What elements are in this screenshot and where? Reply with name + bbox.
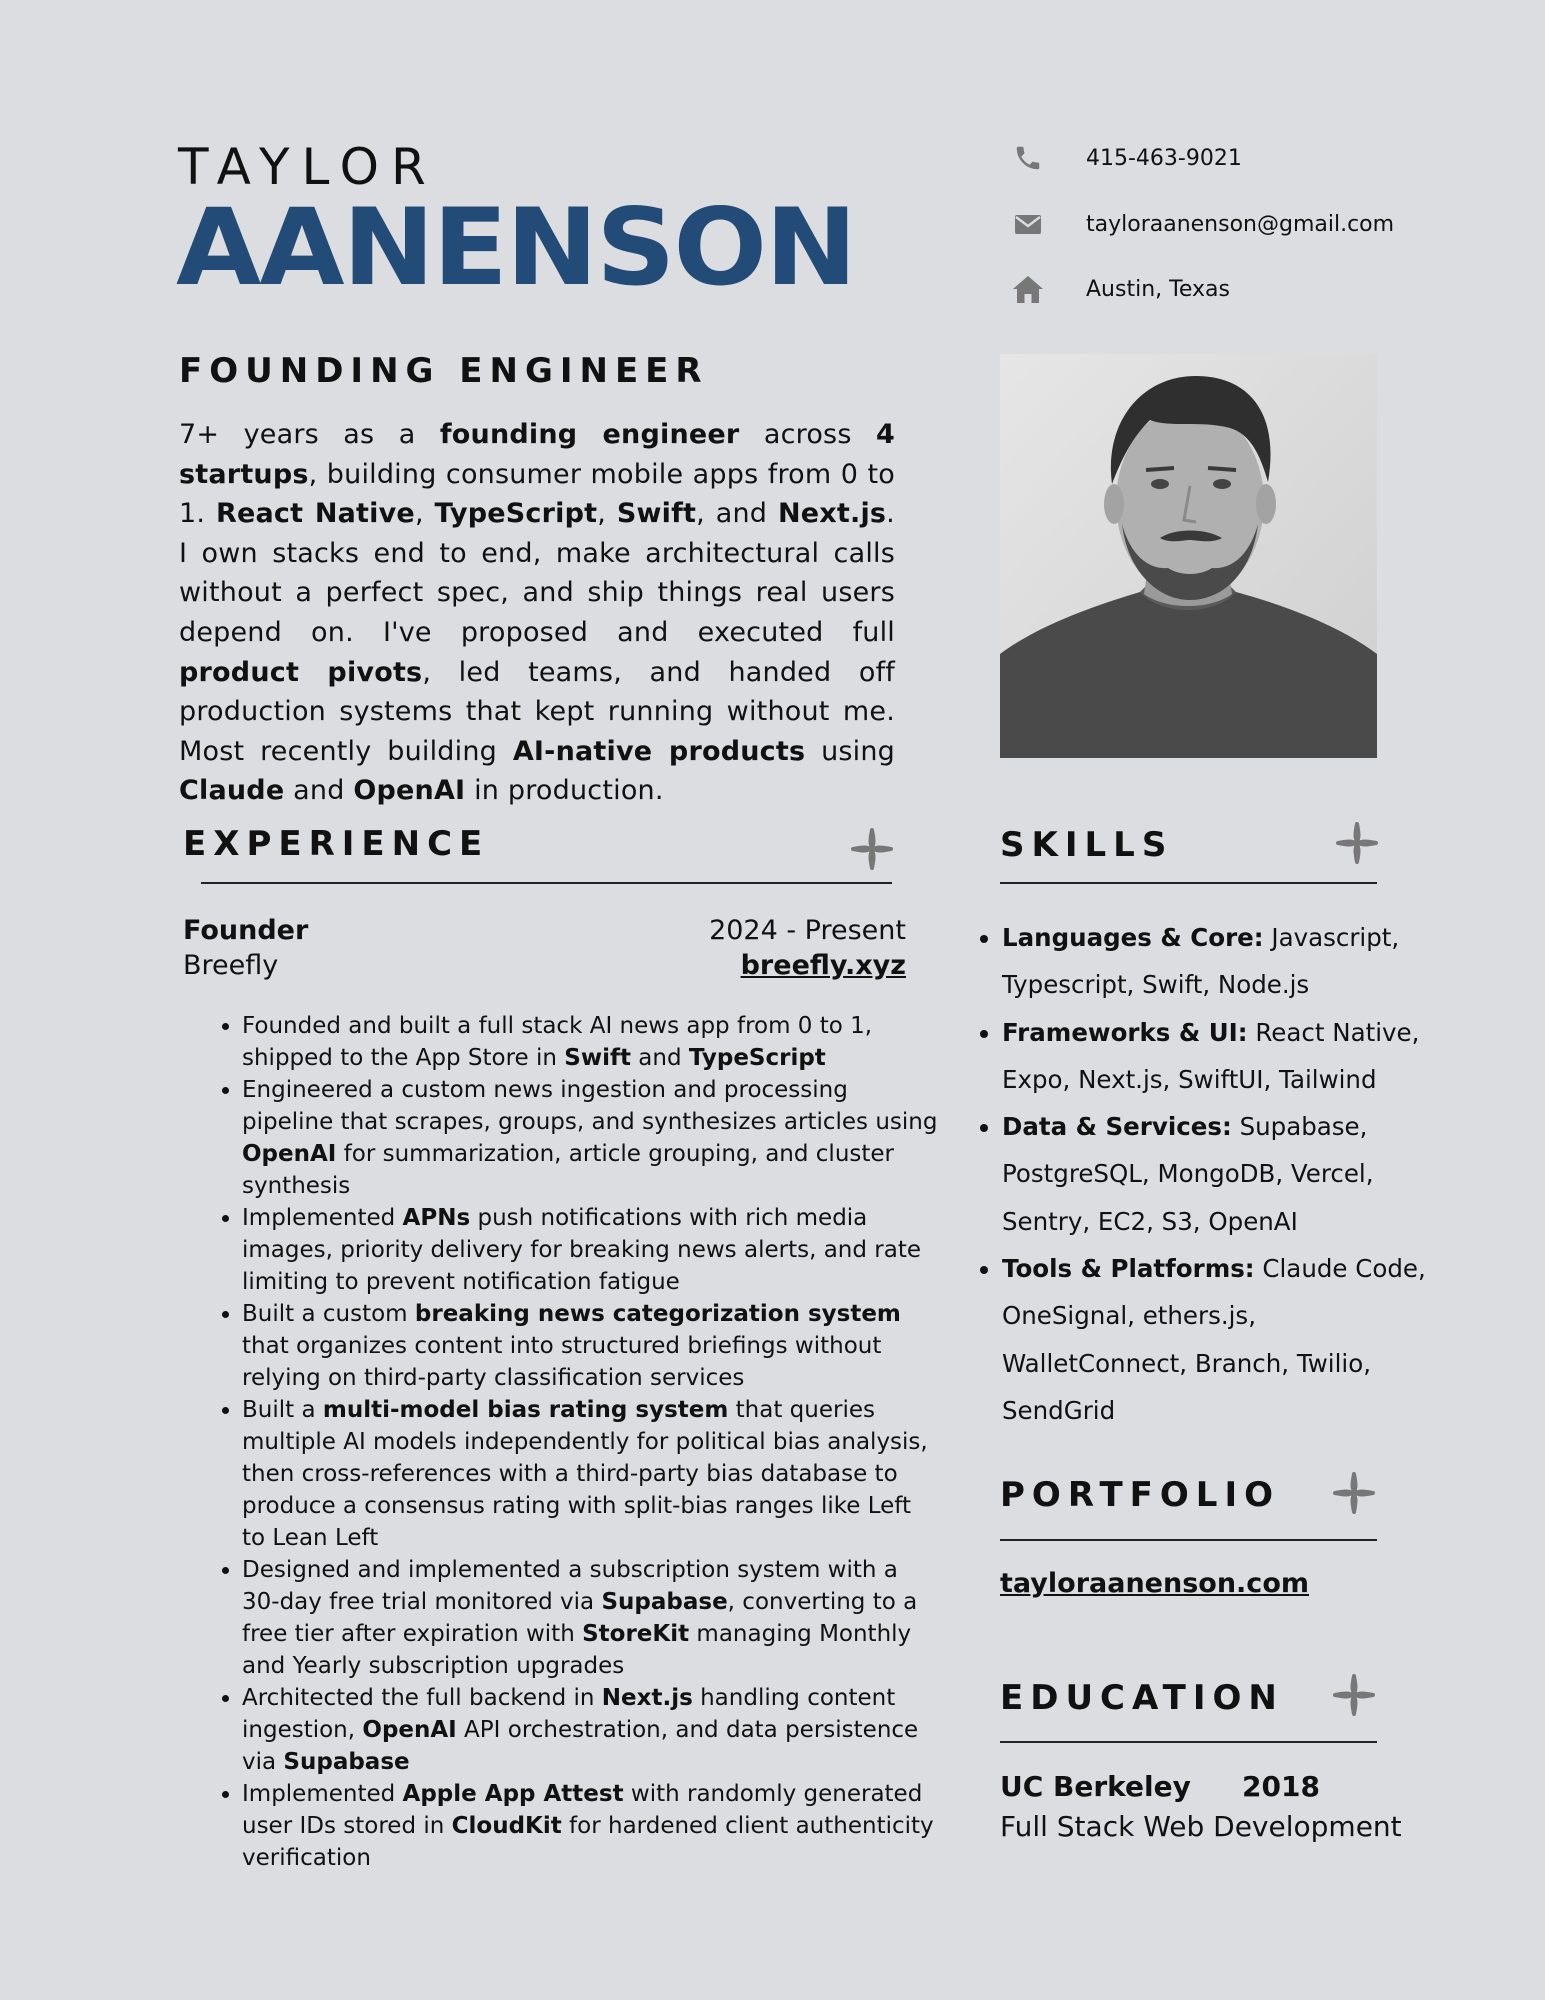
bullet-text: Implemented [242, 1781, 403, 1807]
home-icon [1008, 269, 1048, 309]
summary-text: , [414, 498, 435, 530]
phone-icon [1008, 138, 1048, 178]
education-divider [1000, 1741, 1377, 1743]
summary-bold-text: AI-native products [512, 735, 806, 767]
skill-item [1002, 1009, 1432, 1104]
bullet-text: and [631, 1045, 689, 1071]
contact-phone [1008, 138, 1242, 178]
summary-bold-text: Swift [616, 498, 697, 530]
bullet-text: Built a custom [242, 1301, 415, 1327]
portfolio-link[interactable]: tayloraanenson.com [1000, 1568, 1309, 1599]
portfolio-divider [1000, 1539, 1377, 1541]
bullet-bold-text: Supabase [601, 1589, 728, 1615]
job-title: FOUNDING ENGINEER [179, 351, 709, 391]
experience-bullet [242, 1682, 938, 1778]
bullet-bold-text: Supabase [283, 1749, 410, 1775]
skill-values: React Native, Expo, Next.js, SwiftUI, Tailwind [1002, 1017, 1420, 1094]
experience-heading: EXPERIENCE [183, 824, 490, 864]
skill-category: Frameworks & UI: [1002, 1017, 1248, 1047]
summary-text: . I own stacks end to end, make architectural calls without a perfect spec, and ship things real users depend on. I've proposed and executed full [179, 498, 895, 648]
phone-number[interactable]: 415-463-9021 [1086, 145, 1242, 171]
skill-values: Supabase, PostgreSQL, MongoDB, Vercel, Sentry, EC2, S3, OpenAI [1002, 1112, 1374, 1236]
bullet-text: that queries multiple AI models independently for political bias analysis, then cross-references with a third-party bias database to produce a consensus rating with split-bias ranges like Left to Lean Left [242, 1397, 928, 1551]
education-heading: EDUCATION [1000, 1678, 1284, 1718]
job-dates: 2024 - Present [709, 915, 906, 946]
location: Austin, Texas [1086, 276, 1230, 302]
skill-item [1002, 914, 1432, 1009]
experience-divider [201, 882, 892, 884]
plus-icon [849, 826, 895, 872]
bullet-text: Implemented [242, 1205, 403, 1231]
summary-bold-text: Next.js [777, 498, 887, 530]
summary-text: across [739, 419, 876, 450]
skills-divider [1000, 882, 1377, 884]
education-program: Full Stack Web Development [1000, 1810, 1402, 1843]
plus-icon [1331, 1470, 1377, 1516]
experience-bullet [242, 1202, 938, 1298]
bullet-text: Built a [242, 1397, 323, 1423]
experience-bullet [242, 1394, 938, 1554]
summary-text: 7+ years as a [179, 419, 440, 450]
bullet-text: , converting to a free tier after expiration with [242, 1589, 918, 1647]
bullet-bold-text: Apple App Attest [402, 1781, 624, 1807]
skills-list [970, 914, 1432, 1434]
experience-bullet [242, 1074, 938, 1202]
bullet-bold-text: multi-model bias rating system [322, 1397, 729, 1423]
bullet-bold-text: Swift [564, 1045, 631, 1071]
summary-bold-text: founding engineer [439, 419, 740, 450]
education-year: 2018 [1242, 1770, 1320, 1803]
bullet-bold-text: breaking news categorization system [414, 1301, 901, 1327]
skill-item [1002, 1245, 1432, 1434]
skills-heading: SKILLS [1000, 825, 1174, 865]
bullet-bold-text: StoreKit [582, 1621, 690, 1647]
job-role: Founder [183, 915, 309, 946]
experience-bullets [206, 1010, 938, 1874]
bullet-text: for summarization, article grouping, and cluster synthesis [242, 1141, 895, 1199]
contact-location [1008, 269, 1230, 309]
bullet-bold-text: OpenAI [362, 1717, 457, 1743]
bullet-text: push notifications with rich media images, priority delivery for breaking news alerts, and rate limiting to prevent notification fatigue [242, 1205, 921, 1295]
bullet-bold-text: OpenAI [242, 1141, 337, 1167]
bullet-text: that organizes content into structured briefings without relying on third-party classification services [242, 1333, 882, 1391]
plus-icon [1331, 1672, 1377, 1718]
last-name: AANENSON [176, 186, 856, 309]
summary-text: , and [696, 498, 778, 530]
bullet-text: handling content ingestion, [242, 1685, 896, 1743]
bullet-text: Founded and built a full stack AI news app from 0 to 1, shipped to the App Store in [242, 1013, 873, 1071]
first-name: TAYLOR [178, 138, 438, 196]
summary-bold-text: OpenAI [353, 775, 466, 807]
bullet-bold-text: APNs [402, 1205, 471, 1231]
summary-text: using [805, 735, 895, 767]
experience-bullet [242, 1778, 938, 1874]
bullet-text: with randomly generated user IDs stored in [242, 1781, 923, 1839]
plus-icon [1334, 820, 1380, 866]
summary-text: in production. [465, 775, 664, 807]
summary-bold-text: product pivots [179, 656, 423, 688]
education-school: UC Berkeley [1000, 1770, 1191, 1803]
summary-bold-text: React Native [215, 498, 415, 530]
summary-bold-text: TypeScript [434, 498, 598, 530]
profile-photo [1000, 354, 1377, 758]
company-link[interactable]: breefly.xyz [740, 950, 906, 981]
mail-icon [1008, 204, 1048, 244]
bullet-text: Architected the full backend in [242, 1685, 602, 1711]
summary-text: and [284, 775, 354, 807]
email-address[interactable]: tayloraanenson@gmail.com [1086, 211, 1395, 237]
summary-text: , building consumer mobile apps from 0 to 1. [179, 458, 895, 530]
experience-bullet [242, 1298, 938, 1394]
bullet-bold-text: TypeScript [688, 1045, 826, 1071]
bullet-bold-text: Next.js [601, 1685, 693, 1711]
experience-bullet [242, 1010, 938, 1074]
skill-category: Languages & Core: [1002, 923, 1264, 952]
bullet-text: Engineered a custom news ingestion and processing pipeline that scrapes, groups, and synthesizes articles using [242, 1077, 938, 1135]
bullet-text: API orchestration, and data persistence via [242, 1717, 919, 1775]
bullet-text: for hardened client authenticity verification [242, 1813, 934, 1871]
summary-text: , [597, 498, 617, 530]
bullet-text: Designed and implemented a subscription system with a 30-day free trial monitored via [242, 1557, 898, 1615]
summary-text: , led teams, and handed off production systems that kept running without me. Most recently building [179, 656, 896, 767]
summary-bold-text: Claude [179, 775, 285, 807]
skill-category: Tools & Platforms: [1002, 1254, 1255, 1284]
summary-bold-text: 4 startups [179, 419, 895, 490]
contact-email [1008, 204, 1395, 244]
bullet-text: managing Monthly and Yearly subscription upgrades [242, 1621, 912, 1679]
skill-item [1002, 1103, 1432, 1245]
bullet-bold-text: CloudKit [451, 1813, 562, 1839]
company-name: Breefly [183, 950, 279, 981]
skill-category: Data & Services: [1002, 1112, 1232, 1142]
skill-values: Javascript, Typescript, Swift, Node.js [1002, 923, 1400, 1000]
portfolio-heading: PORTFOLIO [1000, 1475, 1281, 1515]
professional-summary [179, 415, 895, 811]
skill-values: Claude Code, OneSignal, ethers.js, WalletConnect, Branch, Twilio, SendGrid [1002, 1254, 1426, 1425]
experience-bullet [242, 1554, 938, 1682]
